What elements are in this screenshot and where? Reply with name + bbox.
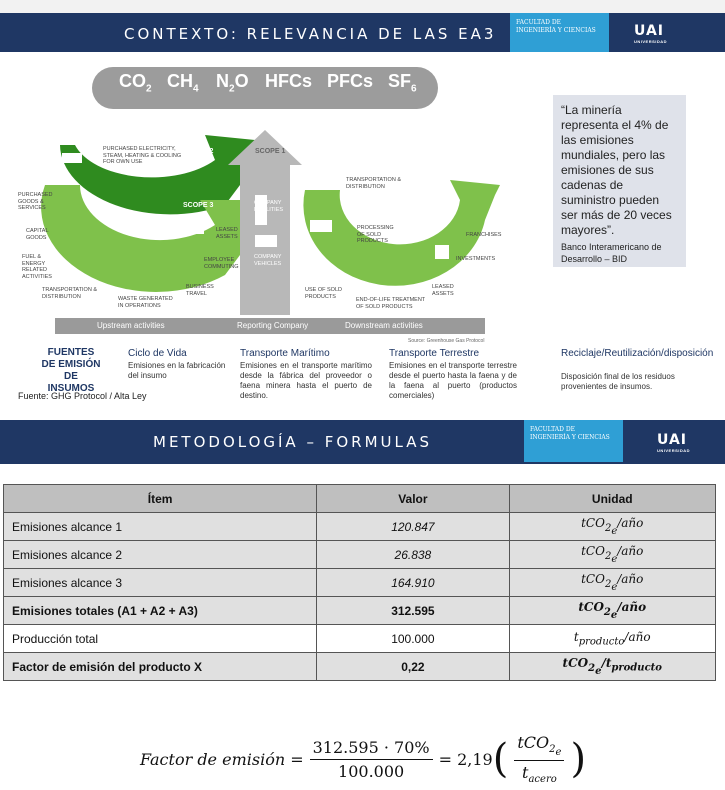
truck-icon <box>310 220 332 232</box>
gas-n2o: $N_2O$ <box>216 71 249 95</box>
formula-result: = 2,19 <box>438 749 493 769</box>
column-text: Emisiones en la fabricación del insumo <box>128 361 226 380</box>
scope-1-label: SCOPE 1 <box>255 148 286 155</box>
scope-2-label: SCOPE 2 <box>183 148 214 155</box>
table-row: Producción total 100.000 $t_{producto}$/año <box>4 625 716 653</box>
column-text: Emisiones en el transporte marítimo desde la fábrica del proveedor o faena minera hasta el puerto de destino. <box>240 361 372 400</box>
scope-3-upstream-label: SCOPE 3 <box>183 202 214 209</box>
table-row: Emisiones alcance 1 120.847 tCO$_{2_e}$/año <box>4 513 716 541</box>
column-heading: Transporte Marítimo <box>240 348 330 359</box>
quote-source: Banco Interamericano de Desarrollo – BID <box>561 242 662 264</box>
emission-factor-formula: Factor de emisión = $\frac{312.595 \cdot 70\%}{100.000}$ = 2,19 ( $\frac{tCO_{2_e}}{t_{acero}}$ ) <box>140 733 587 786</box>
quote-text: “La minería representa el 4% de las emisiones mundiales, pero las emisiones de sus cadenas de suministro pueden ser más de 20 veces mayores”. <box>561 103 672 237</box>
table-row: Emisiones alcance 3 164.910 tCO$_{2_e}$/año <box>4 569 716 597</box>
formula-denominator: 100.000 <box>338 761 405 781</box>
scope-3-downstream-label: SCOPE 3 <box>427 204 458 211</box>
column-heading: Reciclaje/Reutilización/disposición <box>561 348 714 359</box>
factory-icon <box>62 153 82 163</box>
faculty-badge: FACULTAD DE INGENIERÍA Y CIENCIAS <box>510 13 609 52</box>
table-row: Emisiones alcance 2 26.838 tCO$_{2_e}$/año <box>4 541 716 569</box>
emissions-table <box>3 484 716 681</box>
slide-title: METODOLOGÍA – FORMULAS <box>153 433 432 451</box>
table-row: Factor de emisión del producto X 0,22 $tCO_{2_e}/t_{producto}$ <box>4 653 716 681</box>
table-row: Emisiones totales (A1 + A2 + A3) 312.595 tCO$_{2_e}$/año <box>4 597 716 625</box>
fuentes-heading: FUENTES DE EMISIÓN DE INSUMOS <box>41 347 101 394</box>
slide-title: CONTEXTO: RELEVANCIA DE LAS EA3 <box>124 25 497 43</box>
column-heading: Transporte Terrestre <box>389 348 480 359</box>
formula-unit: $\frac{tCO_{2_e}}{t_{acero}}$ <box>514 733 564 785</box>
uai-logo: UAI UNIVERSIDAD <box>657 432 691 453</box>
slide-header <box>0 420 725 464</box>
gas-ch4: $CH_4$ <box>167 71 199 95</box>
gas-co2: $CO_2$ <box>119 71 152 95</box>
uai-logo: UAI UNIVERSIDAD <box>634 23 668 44</box>
building-icon <box>435 245 449 259</box>
gas-sf6: $SF_6$ <box>388 71 417 95</box>
table-header-row: Ítem Valor Unidad <box>4 485 716 513</box>
activity-bar: Upstream activities Reporting Company Downstream activities <box>55 318 485 334</box>
slide-header <box>0 13 725 52</box>
column-text: Emisiones en el transporte terrestre desde el puerto hasta la faena y de la faena al puerto (productos comerciales) <box>389 361 517 400</box>
formula-numerator: 312.595 · 70% <box>310 738 433 760</box>
faculty-badge: FACULTAD DE INGENIERÍA Y CIENCIAS <box>524 420 623 462</box>
formula-fraction <box>310 738 433 781</box>
truck-icon <box>255 235 277 247</box>
slide-contexto: CONTEXTO: RELEVANCIA DE LAS EA3 FACULTAD DE INGENIERÍA Y CIENCIAS UAI UNIVERSIDAD $CO_2$ $CH_4$ $N_2O$ HFCs PFCs $SF_6$ SCOPE 2 SCOPE 1 SCOPE 3 SCOPE 3 PURCHASED ELECTRICITY, STEAM, HEATING & COOLING FOR OWN USE PURCHASED GOODS & SERVICES CAPITAL GOODS FUEL & ENERGY RELATED ACTIVITIES TRANSPORTATION & DISTRIBUTION WASTE GENERATED IN OPERATIONS BUSINESS TRAVEL EMPLOYEE COMMUTING LEASED ASSETS COMPANY FACILITIES COMPANY VEHICLES TRANSPORTATION & DISTRIBUTION PROCESSING OF SOLD PRODUCTS FRANCHISES INVESTMENTS LEASED ASSETS USE OF SOLD PRODUCTS END-OF-LIFE TREATMENT OF SOLD PRODUCTS Upstream activities Reporting Company Downstream activities Source: Greenhouse Gas Protocol “La minería representa el 4% de las emisiones mundiales, pero las emisiones de sus cadenas de suministro pueden ser más de 20 veces mayores”. Banco Interamericano de Desarrollo – BID FUENTES DE EMISIÓN DE INSUMOS Ciclo de Vida Emisiones en la fabricación del insumo Transporte Marítimo Emisiones en el transporte marítimo desde la fábrica del proveedor o faena minera hasta el puerto de destino. Transporte Terrestre Emisiones en el transporte terrestre desde el puerto hasta la faena y de la faena al puerto (productos comerciales) Reciclaje/Reutilización/disposición Disposición final de los residuos provenientes de insumos. Fuente: GHG Protocol / Alta Ley <box>0 0 725 405</box>
footer-source: Fuente: GHG Protocol / Alta Ley <box>18 391 147 401</box>
diagram-source: Source: Greenhouse Gas Protocol <box>408 338 485 344</box>
gas-hfcs: HFCs <box>265 71 313 91</box>
column-text: Disposición final de los residuos provenientes de insumos. <box>561 372 675 391</box>
gas-pfcs: PFCs <box>327 71 374 91</box>
formula-lhs: Factor de emisión = <box>140 749 304 769</box>
column-heading: Ciclo de Vida <box>128 348 187 359</box>
building-icon <box>190 220 204 234</box>
